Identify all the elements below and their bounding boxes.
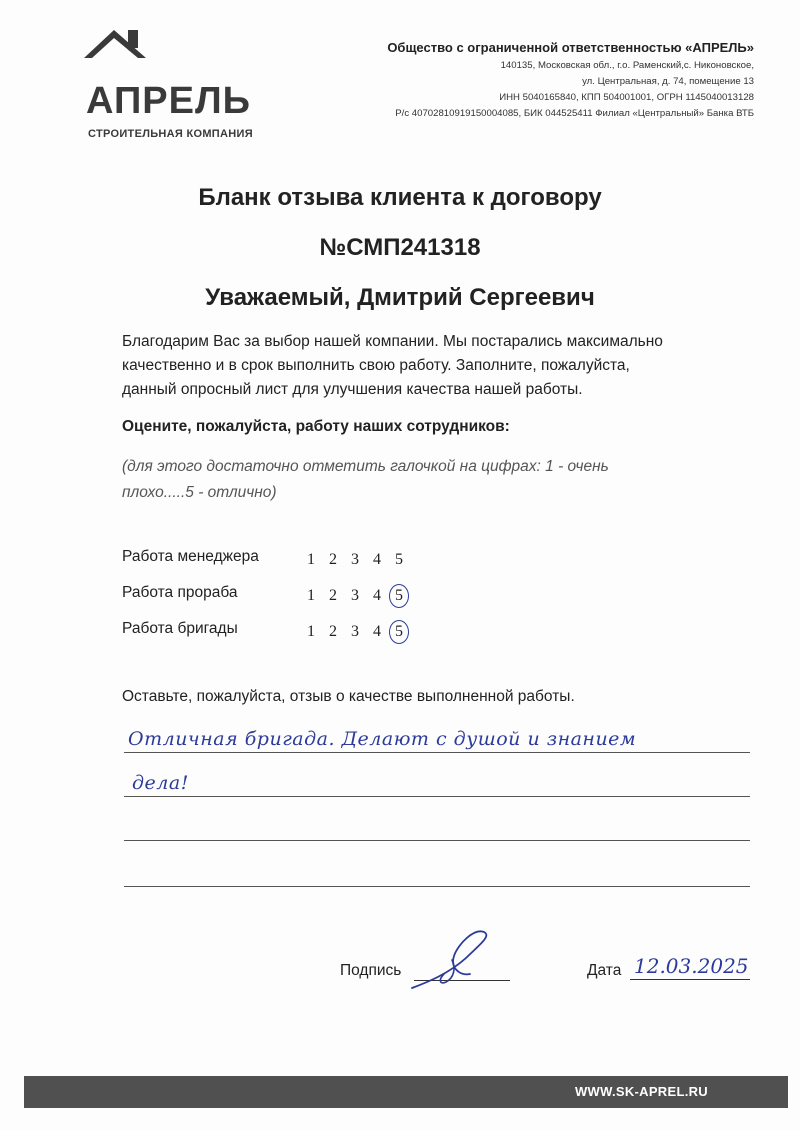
date-line[interactable] <box>630 979 750 980</box>
review-line[interactable] <box>124 752 750 753</box>
rating-heading: Оцените, пожалуйста, работу наших сотрудников: <box>122 418 510 435</box>
rating-scale[interactable] <box>302 548 412 574</box>
client-greeting: Уважаемый, Дмитрий Сергеевич <box>205 284 595 311</box>
house-roof-icon <box>84 24 154 64</box>
rating-label: Работа бригады <box>122 620 238 637</box>
handwritten-review-line: дела! <box>132 772 189 794</box>
intro-line: данный опросный лист для улучшения качества нашей работы. <box>122 381 583 398</box>
company-bank: Р/с 40702810919150004085, БИК 044525411 Филиал «Центральный» Банка ВТБ <box>395 108 754 119</box>
intro-line: Благодарим Вас за выбор нашей компании. Мы постарались максимально <box>122 333 663 350</box>
website-link[interactable]: WWW.SK-APREL.RU <box>574 1084 708 1099</box>
review-line[interactable] <box>124 840 750 841</box>
rating-hint <box>122 454 702 506</box>
rating-option-1[interactable]: 1 <box>307 623 315 640</box>
rating-hint-line: плохо.....5 - отлично) <box>122 484 277 501</box>
company-registration: ИНН 5040165840, КПП 504001001, ОГРН 1145040013128 <box>499 92 754 103</box>
logo-name: АПРЕЛЬ <box>86 80 251 122</box>
rating-option-3[interactable]: 3 <box>351 551 359 568</box>
intro-line: качественно и в срок выполнить свою работу. Заполните, пожалуйста, <box>122 357 630 374</box>
date-value: 12.03.2025 <box>634 954 749 978</box>
rating-option-5[interactable]: 5 <box>390 584 408 608</box>
rating-label: Работа менеджера <box>122 548 259 565</box>
rating-option-2[interactable]: 2 <box>329 587 337 604</box>
intro-text <box>122 330 742 402</box>
rating-option-1[interactable]: 1 <box>307 551 315 568</box>
rating-option-4[interactable]: 4 <box>373 623 381 640</box>
rating-option-4[interactable]: 4 <box>373 587 381 604</box>
date-label: Дата <box>587 962 622 979</box>
rating-option-2[interactable]: 2 <box>329 623 337 640</box>
rating-option-2[interactable]: 2 <box>329 551 337 568</box>
contract-number: №СМП241318 <box>319 234 481 261</box>
company-logo <box>84 24 284 140</box>
rating-option-5[interactable]: 5 <box>390 620 408 644</box>
rating-label: Работа прораба <box>122 584 238 601</box>
rating-option-3[interactable]: 3 <box>351 623 359 640</box>
rating-hint-line: (для этого достаточно отметить галочкой на цифрах: 1 - очень <box>122 458 609 475</box>
footer-bar <box>24 1076 788 1108</box>
review-line[interactable] <box>124 796 750 797</box>
rating-scale[interactable] <box>302 584 412 610</box>
handwritten-review-line: Отличная бригада. Делают с душой и знанием <box>128 728 637 750</box>
logo-subtitle: СТРОИТЕЛЬНАЯ КОМПАНИЯ <box>88 128 253 140</box>
review-prompt: Оставьте, пожалуйста, отзыв о качестве выполненной работы. <box>122 688 575 705</box>
rating-option-3[interactable]: 3 <box>351 587 359 604</box>
company-details <box>314 40 754 122</box>
company-name: Общество с ограниченной ответственностью «АПРЕЛЬ» <box>387 40 754 55</box>
handwritten-signature-icon <box>408 930 498 1000</box>
rating-option-5[interactable]: 5 <box>395 551 403 568</box>
company-address-2: ул. Центральная, д. 74, помещение 13 <box>582 76 754 87</box>
signature-label: Подпись <box>340 962 402 979</box>
form-title: Бланк отзыва клиента к договору <box>198 184 602 211</box>
review-line[interactable] <box>124 886 750 887</box>
company-address-1: 140135, Московская обл., г.о. Раменский,с. Никоновское, <box>500 60 754 71</box>
rating-option-1[interactable]: 1 <box>307 587 315 604</box>
rating-option-4[interactable]: 4 <box>373 551 381 568</box>
rating-scale[interactable] <box>302 620 412 646</box>
